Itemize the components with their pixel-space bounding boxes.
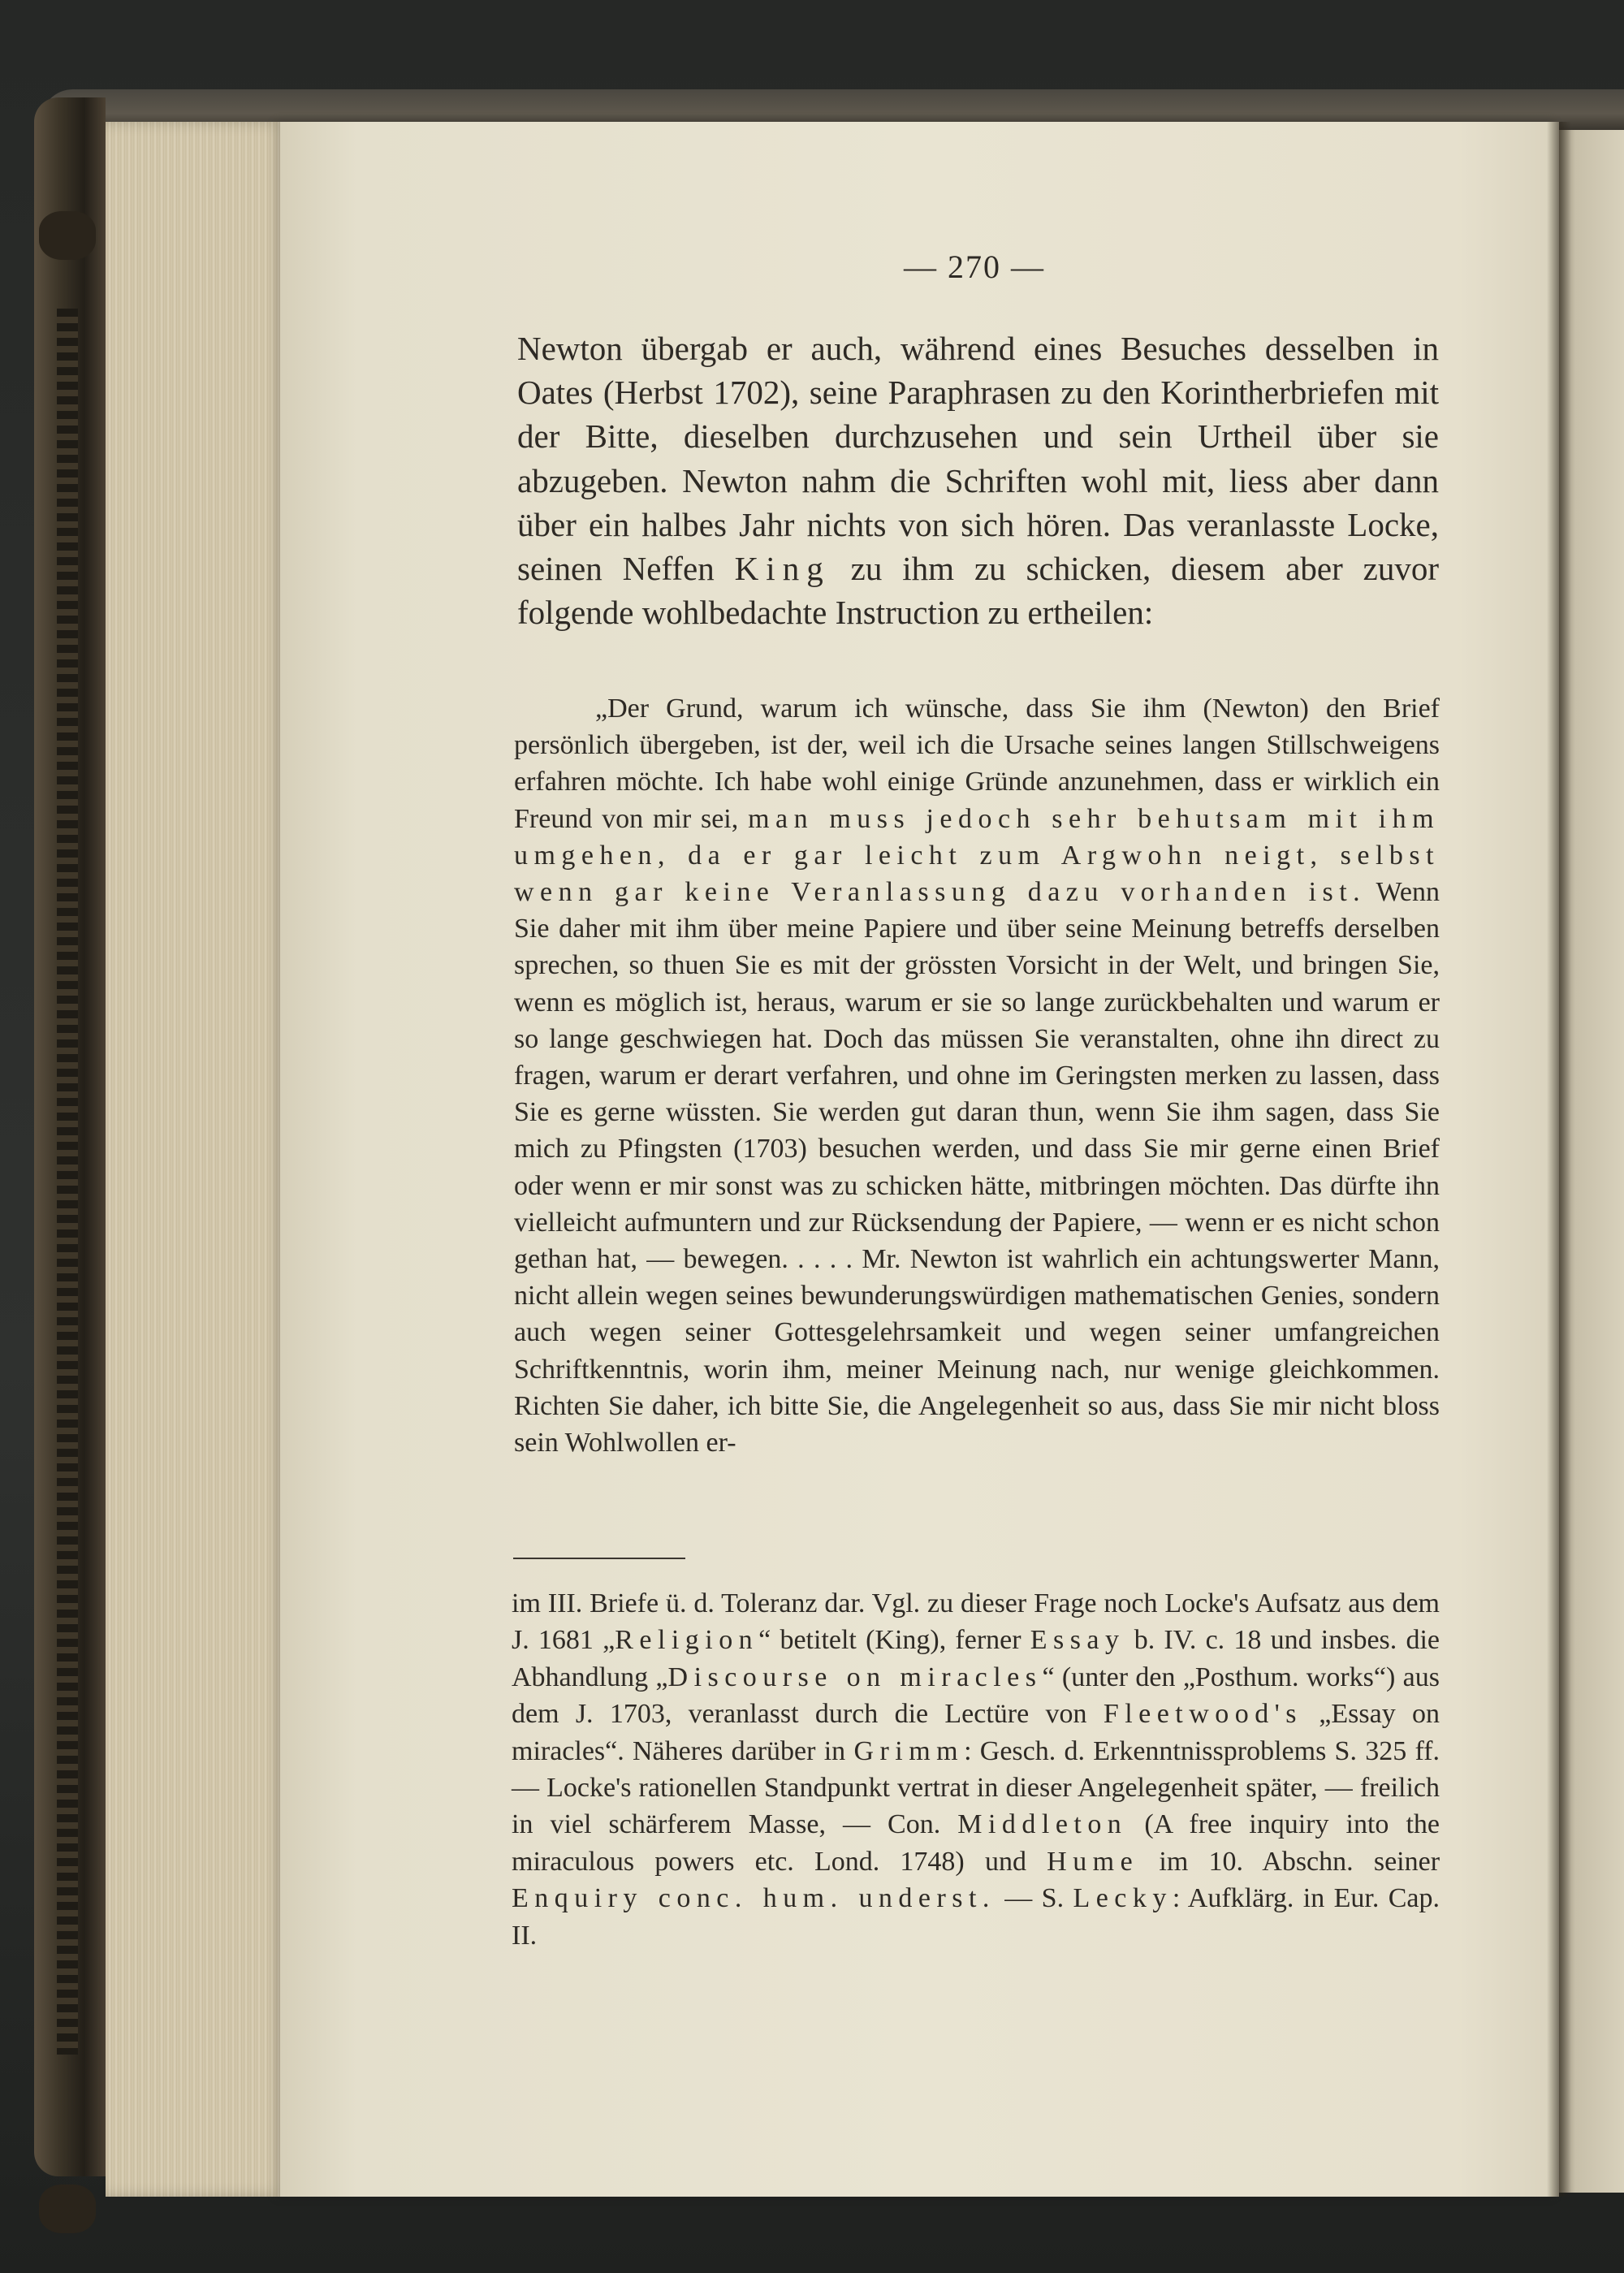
footnote-emphasis: Hume (1047, 1846, 1139, 1877)
quoted-letter (514, 690, 1440, 1461)
footnote-text: “ (unter den „Posthum. works“) aus dem J. 1703, veranlasst durch die Lectüre von (512, 1662, 1440, 1730)
footnote-emphasis: Fleetwood's (1103, 1699, 1302, 1730)
quote-emphasis: man muss jedoch sehr behutsam mit ihm umgehen, da er gar leicht zum Argwohn neigt, selbst wenn gar keine Veranlassung dazu vorhanden ist. (514, 803, 1440, 908)
footnote-emphasis: Lecky (1073, 1883, 1173, 1914)
footnote-emphasis: Enquiry conc. hum. underst. (512, 1883, 996, 1914)
footnote (512, 1585, 1440, 1954)
quote-text: Wenn Sie daher mit ihm über meine Papiere und über seine Meinung betreffs derselben sprechen, so thuen Sie es mit der grössten Vorsicht in der Welt, und bringen Sie, wenn es möglich ist, heraus, warum er sie so lange zurückbehalten und warum er so lange geschwiegen hat. Doch das müssen Sie veranstalten, ohne ihn direct zu fragen, warum er derart verfahren, und ohne im Geringsten merken zu lassen, dass Sie es gerne wüssten. Sie werden gut daran thun, wenn Sie ihm sagen, dass Sie mich zu Pfingsten (1703) besuchen werden, und dass Sie mir gerne einen Brief oder wenn er mir sonst was zu schicken hätte, mitbringen möchten. Das dürfte ihn vielleicht aufmuntern und zur Rücksendung der Papiere, — wenn er es nicht schon gethan hat, — bewegen. . . . . Mr. Newton ist wahrlich ein achtungswerter Mann, nicht allein wegen seines bewunderungswürdigen mathematischen Genies, sondern auch wegen seiner Gottesgelehrsamkeit und wegen seiner umfangreichen Schriftkenntnis, worin ihm, meiner Meinung nach, nur wenige gleichkommen. Richten Sie daher, ich bitte Sie, die Angelegenheit so aus, dass Sie mir nicht bloss sein Wohlwollen er- (514, 877, 1440, 1458)
footnote-emphasis: Religion (615, 1625, 759, 1656)
footnote-text: im III. Briefe ü. d. Toleranz dar. Vgl. zu dieser Frage noch Locke's Aufsatz aus dem J. 1681 „ (512, 1588, 1440, 1656)
book-spine-cover (34, 97, 106, 2176)
page-block-edges (106, 122, 292, 2197)
footnote-text: : Gesch. d. Erkenntnissproblems S. 325 ff. — Locke's rationellen Standpunkt vertrat in dieser Angelegenheit später, — freilich in viel schärferem Masse, — Con. (512, 1735, 1440, 1840)
footnote-emphasis: Grimm (853, 1735, 965, 1766)
footnote-text: (A free inquiry into the miraculous powers etc. Lond. 1748) und (512, 1809, 1440, 1877)
cover-wear-mark (39, 211, 96, 260)
body-text: zu ihm zu schicken, diesem aber zuvor folgende wohlbedachte Instruction zu ertheilen: (517, 550, 1440, 632)
footnote-emphasis: Essay (1030, 1625, 1125, 1656)
footnote-text: : Aufklärg. in Eur. Cap. II. (512, 1883, 1440, 1951)
footnote-emphasis: Middleton (957, 1809, 1128, 1840)
cloth-binding-texture (57, 309, 78, 2055)
name-king: King (734, 550, 831, 588)
body-paragraph (517, 326, 1439, 634)
quote-text: „Der Grund, warum ich wünsche, dass Sie ihm (Newton) den Brief persönlich übergeben, ist der, weil ich die Ursache seines langen Stillschweigens erfahren möchte. Ich habe wohl einige Gründe anzunehmen, dass er wirklich ein Freund von mir sei, (514, 694, 1440, 834)
footnote-text: im 10. Abschn. seiner (1159, 1846, 1440, 1877)
body-text: Newton übergab er auch, während eines Besuches desselben in Oates (Herbst 1702), seine Paraphrasen zu den Korintherbriefen mit der Bitte, dieselben durchzusehen und sein Urtheil über sie abzugeben. Newton nahm die Schriften wohl mit, liess aber dann über ein halbes Jahr nichts von sich hören. Das veranlasste Locke, seinen Neffen (517, 330, 1439, 588)
footnote-separator (513, 1558, 685, 1559)
footnote-text: b. IV. c. 18 und insbes. die Abhandlung „ (512, 1625, 1440, 1692)
footnote-text: — S. (1004, 1883, 1065, 1914)
cover-wear-mark (39, 2184, 96, 2233)
footnote-emphasis: Discourse on miracles (667, 1662, 1043, 1692)
page-number: — 270 — (904, 248, 1045, 285)
footnote-text: “ betitelt (King), ferner (758, 1625, 1021, 1656)
page-gutter-shadow (1547, 122, 1571, 2197)
footnote-text: „Essay on miracles“. Näheres darüber in (512, 1699, 1440, 1766)
